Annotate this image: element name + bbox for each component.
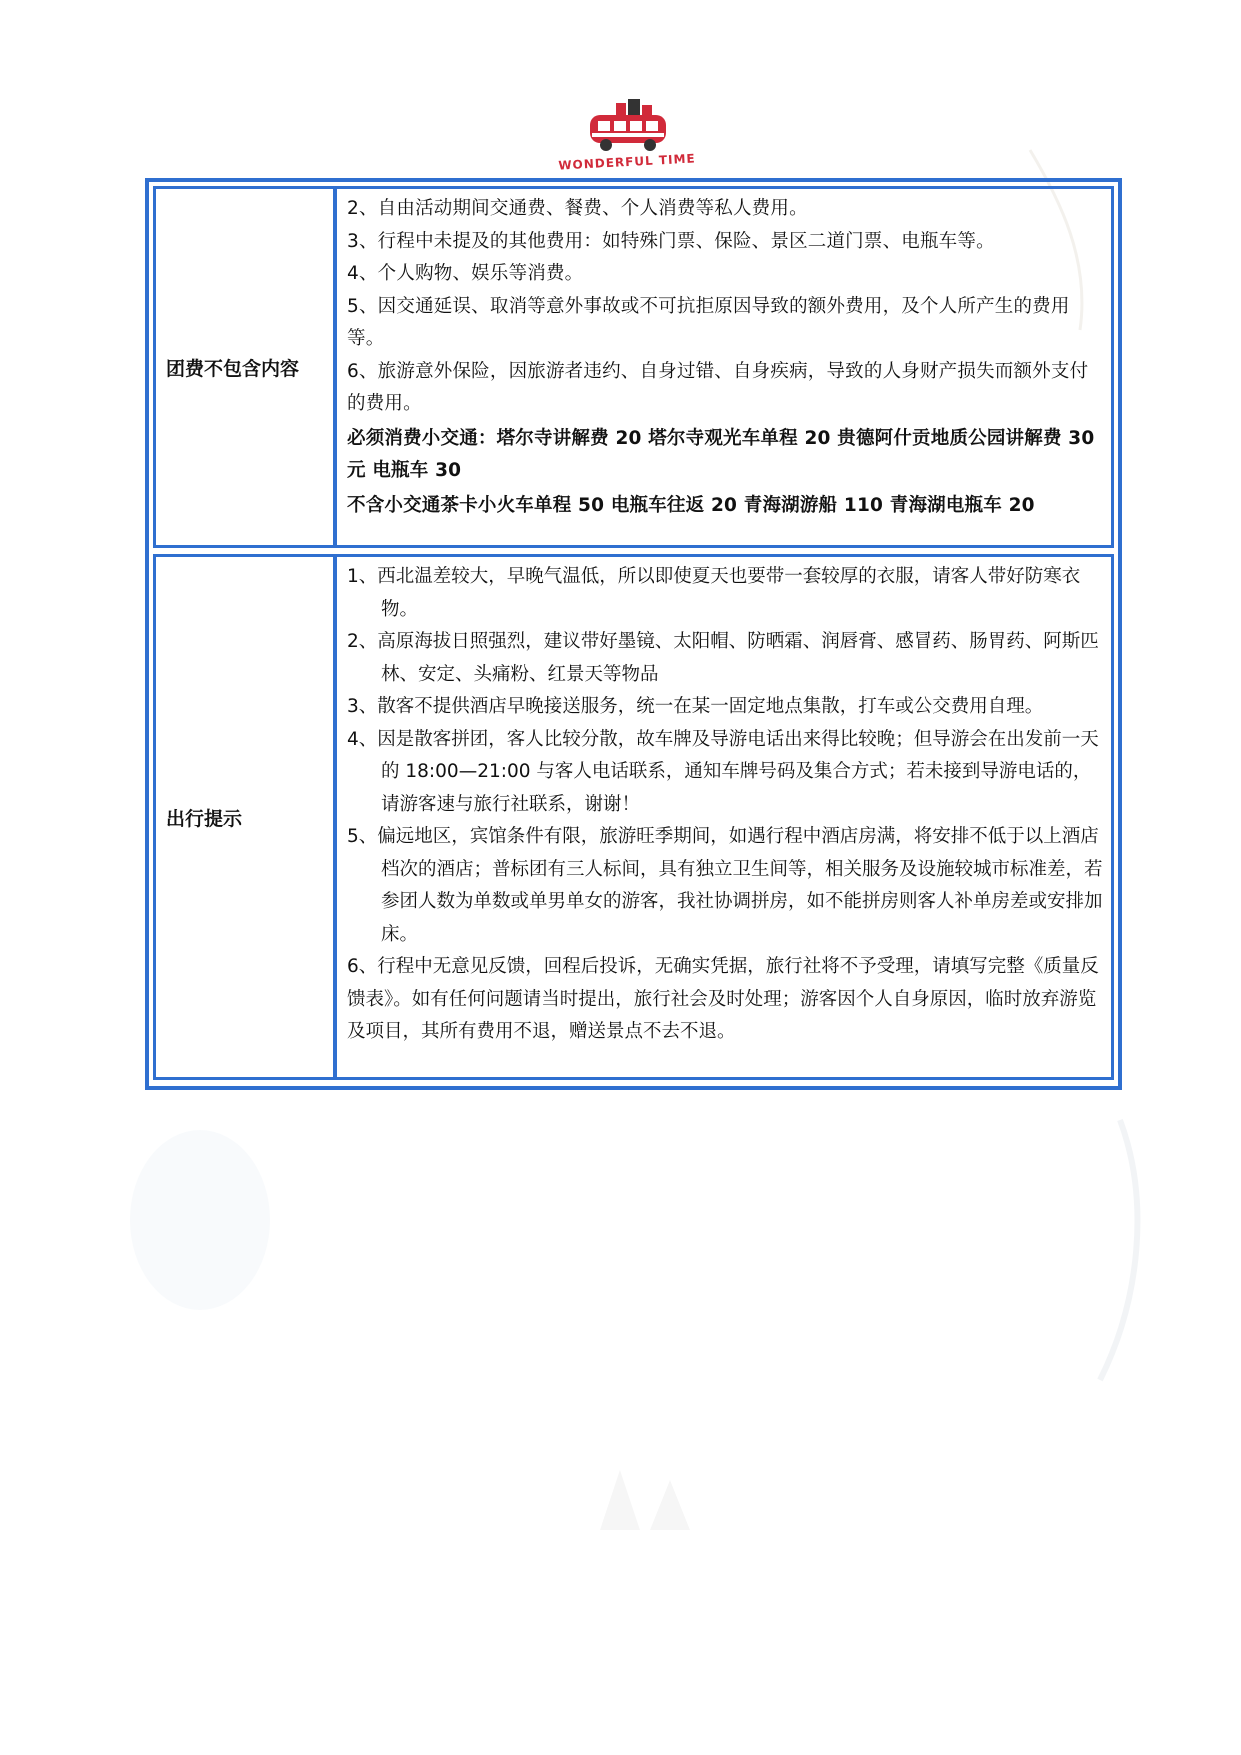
list-item: 4、因是散客拼团，客人比较分散，故车牌及导游电话出来得比较晚；但导游会在出发前一天的 18:00—21:00 与客人电话联系，通知车牌号码及集合方式；若未接到导游电话的，请游客速与旅行社联系，谢谢！ bbox=[347, 728, 1099, 815]
info-table bbox=[145, 178, 1122, 1090]
row-content-excluded-fees bbox=[334, 186, 1114, 548]
excluded-transport-line: 不含小交通茶卡小火车单程 50 电瓶车往返 20 青海湖游船 110 青海湖电瓶车 20 bbox=[347, 494, 1035, 516]
list-item: 5、偏远地区，宾馆条件有限，旅游旺季期间，如遇行程中酒店房满，将安排不低于以上酒店档次的酒店；普标团有三人标间，具有独立卫生间等，相关服务及设施较城市标准差，若参团人数为单数或单男单女的游客，我社协调拼房，如不能拼房则客人补单房差或安排加床。 bbox=[347, 826, 1103, 945]
list-item: 3、散客不提供酒店早晚接送服务，统一在某一固定地点集散，打车或公交费用自理。 bbox=[347, 696, 1044, 717]
list-item: 2、自由活动期间交通费、餐费、个人消费等私人费用。 bbox=[347, 198, 808, 219]
row-content-travel-tips bbox=[334, 554, 1114, 1080]
bus-icon bbox=[558, 93, 696, 159]
list-item: 2、高原海拔日照强烈，建议带好墨镜、太阳帽、防晒霜、润唇膏、感冒药、肠胃药、阿斯匹林、安定、头痛粉、红景天等物品 bbox=[347, 631, 1099, 685]
row-label-excluded-fees bbox=[153, 186, 336, 548]
list-item: 4、个人购物、娱乐等消费。 bbox=[347, 263, 584, 284]
wonderful-time-logo bbox=[558, 93, 696, 179]
mandatory-fees-line: 必须消费小交通：塔尔寺讲解费 20 塔尔寺观光车单程 20 贵德阿什贡地质公园讲解费 30 元 电瓶车 30 bbox=[347, 427, 1095, 481]
row-label-text: 出行提示 bbox=[166, 807, 243, 830]
row-label-travel-tips bbox=[153, 554, 336, 1080]
logo-text: WONDERFUL TIME bbox=[558, 151, 696, 173]
row-label-text: 团费不包含内容 bbox=[166, 357, 300, 380]
list-item: 5、因交通延误、取消等意外事故或不可抗拒原因导致的额外费用，及个人所产生的费用等。 bbox=[347, 295, 1070, 349]
list-item: 6、旅游意外保险，因旅游者违约、自身过错、自身疾病，导致的人身财产损失而额外支付的费用。 bbox=[347, 360, 1089, 414]
list-item: 1、西北温差较大，早晚气温低，所以即使夏天也要带一套较厚的衣服，请客人带好防寒衣物。 bbox=[347, 566, 1081, 620]
list-item: 3、行程中未提及的其他费用：如特殊门票、保险、景区二道门票、电瓶车等。 bbox=[347, 230, 995, 252]
list-item: 6、行程中无意见反馈，回程后投诉，无确实凭据，旅行社将不予受理，请填写完整《质量反馈表》。如有任何问题请当时提出，旅行社会及时处理；游客因个人自身原因，临时放弃游览及项目，其所有费用不退，赠送景点不去不退。 bbox=[347, 956, 1099, 1042]
